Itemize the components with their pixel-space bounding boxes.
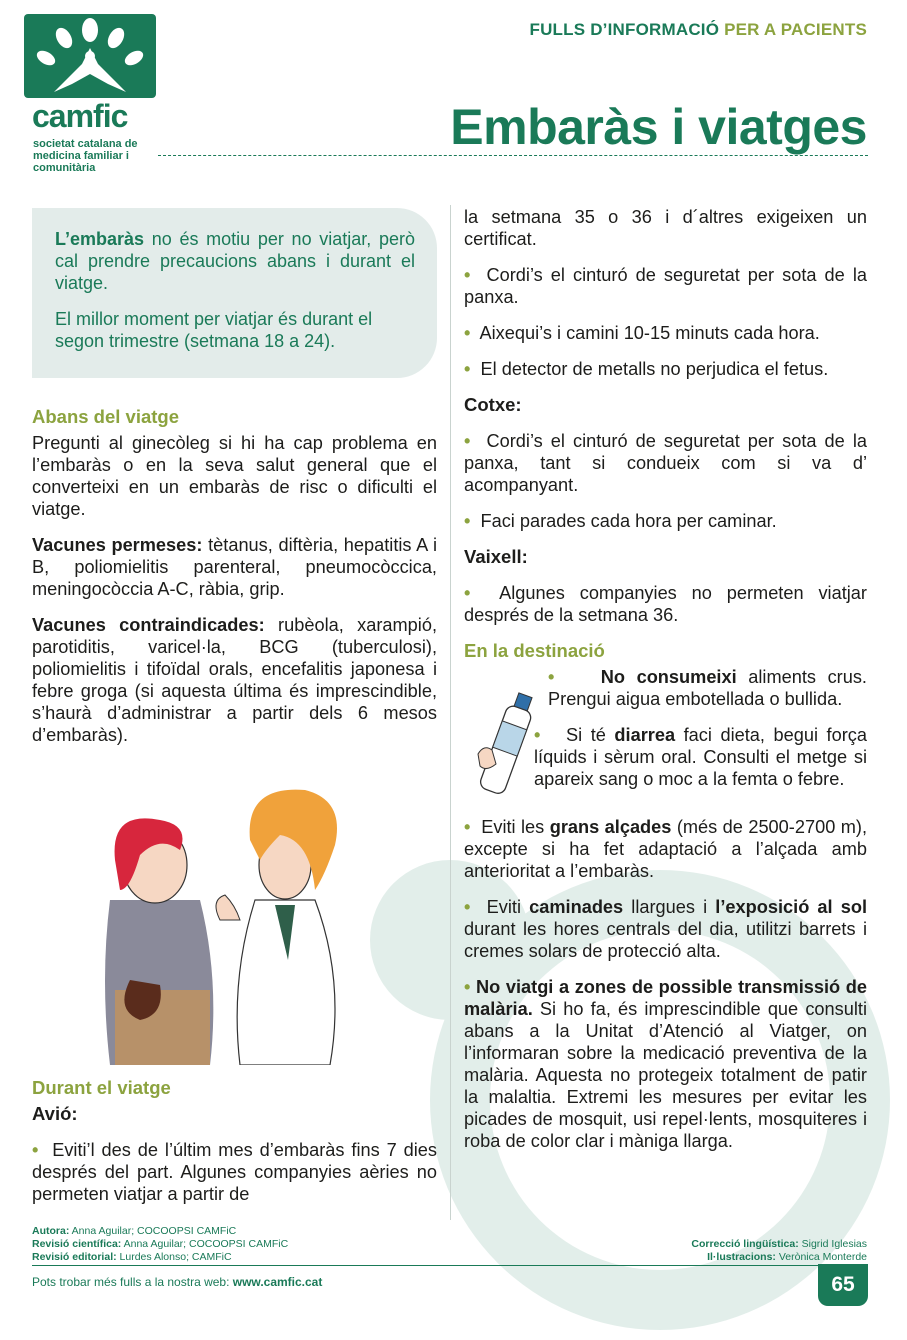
footer-web-text: Pots trobar més fulls a la nostra web:	[32, 1275, 233, 1289]
intro-box	[32, 208, 437, 378]
avio-bullet-3-text: Aixequi’s i camini 10-15 minuts cada hora.	[479, 323, 820, 343]
bullet: •	[464, 265, 471, 285]
vacunes-permeses	[32, 534, 437, 600]
credit-revisio-editorial	[32, 1251, 288, 1264]
credit-revisio-cientifica-value: Anna Aguilar; COCOOPSI CAMFiC	[121, 1238, 289, 1250]
credit-revisio-cientifica-label: Revisió científica:	[32, 1238, 122, 1250]
destinacio-bullet-4-bold-2: l’exposició al sol	[715, 897, 867, 917]
vaixell-bullet-1-text: Algunes companyies no permeten viatjar després de la setmana 36.	[464, 583, 867, 625]
credit-correccio	[691, 1238, 867, 1251]
intro-text-1: no és motiu per no viatjar, però cal prendre precaucions abans i durant el viatge.	[55, 229, 415, 293]
section-heading-abans: Abans del viatge	[32, 406, 180, 427]
destinacio-bullet-3-bold: grans alçades	[549, 817, 672, 837]
bullet: •	[464, 359, 471, 379]
cotxe-bullet-2	[464, 510, 867, 532]
page-number: 65	[818, 1264, 868, 1306]
left-column-bottom	[32, 1077, 437, 1219]
destinacio-bullet-3-pre: Eviti les	[481, 817, 550, 837]
cotxe-bullet-1	[464, 430, 867, 496]
destinacio-bullet-4	[464, 896, 867, 962]
bullet: •	[32, 1140, 39, 1160]
avio-bullet-1	[32, 1139, 437, 1205]
vaixell-bullet-1	[464, 582, 867, 626]
credit-illustracions-label: Il·lustracions:	[707, 1251, 776, 1263]
credit-autora-value: Anna Aguilar; COCOOPSI CAMFiC	[69, 1225, 237, 1237]
series-title	[530, 20, 868, 40]
right-column	[464, 206, 867, 1166]
page-title: Embaràs i viatges	[450, 99, 867, 155]
illustration-patient-doctor	[70, 780, 350, 1065]
credit-autora	[32, 1225, 288, 1238]
destinacio-bullet-3-text: (més de 2500-2700 m), excepte si ha fet adaptació a l’alçada amb anterioritat a l’embaràs.	[464, 817, 867, 881]
credit-revisio-editorial-value: Lurdes Alonso; CAMFiC	[116, 1251, 232, 1263]
cotxe-heading: Cotxe:	[464, 394, 522, 415]
destinacio-bullet-4-mid: llargues i	[623, 897, 716, 917]
destinacio-bullet-2-pre: Si té	[566, 725, 615, 745]
destinacio-bullet-4-text: durant les hores centrals del dia, utilitzi barrets i cremes solars de protecció alta.	[464, 919, 867, 961]
bullet: •	[464, 431, 471, 451]
abans-text: Pregunti al ginecòleg si hi ha cap problema en l’embaràs o en la seva salut general que el converteixi en un embaràs de risc o dificulti el viatge.	[32, 433, 437, 519]
intro-bold: L’embaràs	[55, 229, 145, 249]
credit-revisio-cientifica	[32, 1238, 288, 1251]
destinacio-water-block	[464, 666, 867, 816]
credit-illustracions	[691, 1251, 867, 1264]
bullet: •	[464, 323, 471, 343]
camfic-logo-icon	[24, 14, 156, 98]
avio-bullet-1-text: Eviti’l des de l’últim mes d’embaràs fins 7 dies després del part. Algunes companyies aèries no permeten viatjar a partir de	[32, 1140, 437, 1204]
destinacio-bullet-2-text: faci dieta, begui força líquids i sèrum oral. Consulti el metge si apareix sang o moc a la femta o febre.	[534, 725, 867, 789]
title-divider	[158, 155, 868, 156]
footer-web	[32, 1275, 322, 1289]
credit-revisio-editorial-label: Revisió editorial:	[32, 1251, 117, 1263]
vacunes-contraindicades-label: Vacunes contraindicades:	[32, 615, 265, 635]
avio-bullet-2	[464, 264, 867, 308]
avio-bullet-1-cont: la setmana 35 o 36 i d´altres exigeixen un certificat.	[464, 207, 867, 249]
logo-subtitle: societat catalana de medicina familiar i comunitària	[33, 138, 138, 174]
logo-name: camfic	[32, 98, 128, 134]
bullet: •	[464, 583, 471, 603]
destinacio-bullet-2	[534, 724, 867, 790]
footer-web-link[interactable]: www.camfic.cat	[232, 1275, 323, 1289]
column-divider	[450, 205, 451, 1220]
bullet: •	[464, 897, 471, 917]
bullet: •	[464, 511, 471, 531]
destinacio-bullet-5-bold: No viatgi a zones de possible transmissió de malària.	[464, 977, 867, 1019]
credit-autora-label: Autora:	[32, 1225, 70, 1237]
section-heading-durant: Durant el viatge	[32, 1077, 171, 1098]
vacunes-contraindicades	[32, 614, 437, 746]
credits-right	[691, 1238, 867, 1264]
credit-illustracions-value: Verònica Monterde	[775, 1251, 867, 1263]
vaixell-heading: Vaixell:	[464, 546, 528, 567]
credit-correccio-label: Correcció lingüística:	[691, 1238, 799, 1250]
credits-left	[32, 1225, 288, 1264]
section-heading-destinacio: En la destinació	[464, 640, 605, 661]
credit-correccio-value: Sigrid Iglesias	[798, 1238, 867, 1250]
destinacio-bullet-1-text: aliments crus. Prengui aigua embotellada o bullida.	[548, 667, 867, 709]
avio-bullet-4	[464, 358, 867, 380]
water-bottle-icon	[476, 684, 541, 809]
destinacio-bullet-5-text: Si ho fa, és imprescindible que consulti abans a la Unitat d’Atenció al Viatger, on l’informaran sobre la medicació preventiva de la malària. Aquesta no protegeix totalment de patir la malaltia. Extremi les mesures per evitar les picades de mosquit, usi repel·lents, mosquiteres i roba de color clar i màniga llarga.	[464, 999, 867, 1151]
destinacio-bullet-3	[464, 816, 867, 882]
cotxe-bullet-1-text: Cordi’s el cinturó de seguretat per sota de la panxa, tant si condueix com si va d’ acompanyant.	[464, 431, 867, 495]
vacunes-permeses-text: tètanus, diftèria, hepatitis A i B, poliomielitis parenteral, pneumocòccica, meningocòccia A-C, ràbia, grip.	[32, 535, 437, 599]
series-part-a: FULLS D’INFORMACIÓ	[529, 20, 720, 39]
destinacio-bullet-1	[548, 666, 867, 710]
cotxe-bullet-2-text: Faci parades cada hora per caminar.	[480, 511, 777, 531]
destinacio-bullet-4-bold-1: caminades	[529, 897, 624, 917]
bullet: •	[464, 977, 471, 997]
destinacio-bullet-2-bold: diarrea	[614, 725, 676, 745]
avio-heading: Avió:	[32, 1103, 78, 1124]
series-part-b: PER A PACIENTS	[724, 20, 867, 39]
destinacio-bullet-1-bold: No consumeixi	[600, 667, 737, 687]
left-column	[32, 406, 437, 760]
avio-bullet-2-text: Cordi’s el cinturó de seguretat per sota de la panxa.	[464, 265, 867, 307]
bullet: •	[548, 667, 555, 687]
avio-bullet-4-text: El detector de metalls no perjudica el fetus.	[480, 359, 829, 379]
vacunes-permeses-label: Vacunes permeses:	[32, 535, 203, 555]
destinacio-bullet-5	[464, 976, 867, 1152]
footer-line	[32, 1265, 868, 1266]
avio-bullet-3	[464, 322, 867, 344]
destinacio-bullet-4-pre: Eviti	[486, 897, 530, 917]
intro-paragraph-1	[55, 228, 415, 294]
bullet: •	[464, 817, 471, 837]
intro-paragraph-2: El millor moment per viatjar és durant el segon trimestre (setmana 18 a 24).	[55, 309, 373, 351]
bullet: •	[534, 725, 541, 745]
vacunes-contraindicades-text: rubèola, xarampió, parotiditis, varicel·la, BCG (tuberculosi), poliomielitis i tifoïdal orals, encefalitis japonesa i febre groga (si aquesta última és imprescindible, s’haurà d’administrar a partir dels 6 mesos d’embaràs).	[32, 615, 437, 745]
